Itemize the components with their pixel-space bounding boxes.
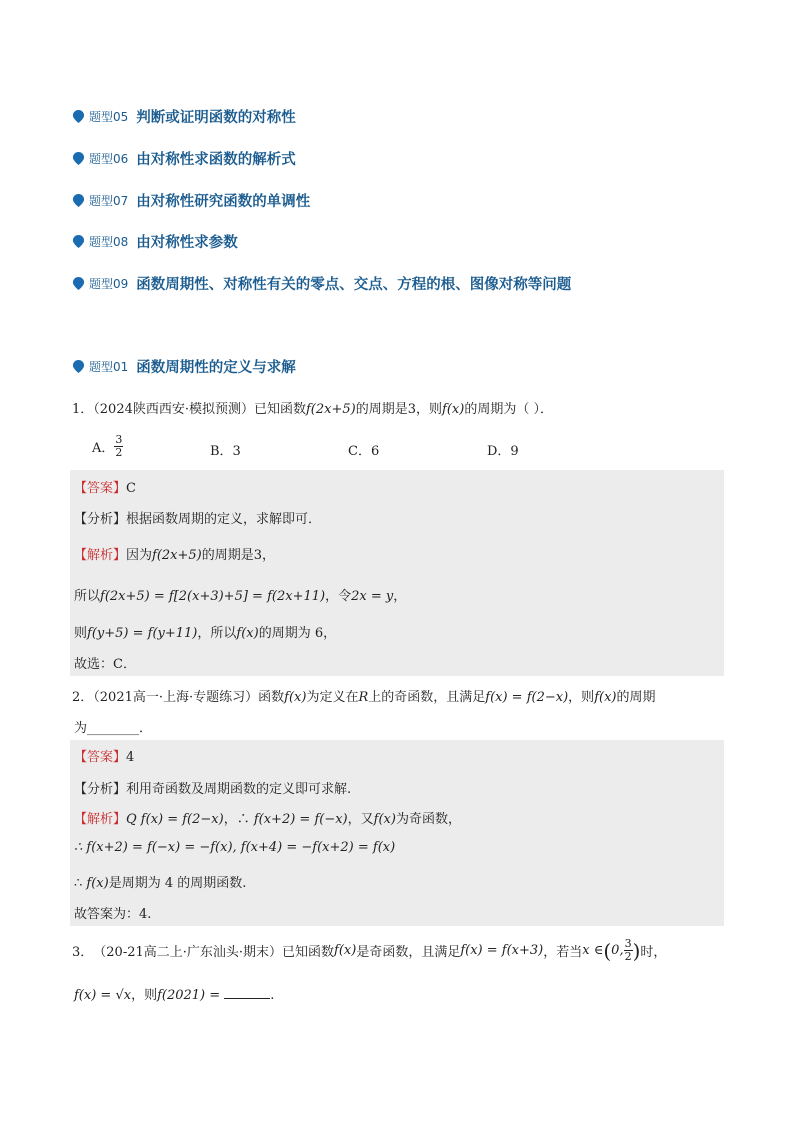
fraction-numerator: 3: [624, 937, 632, 950]
answer-value: 4: [126, 750, 135, 765]
topic-title: 由对称性求函数的解析式: [136, 151, 296, 168]
q3-number: 3．: [72, 945, 94, 960]
q2-analysis: [74, 778, 351, 797]
math-expr: R: [358, 690, 369, 705]
math-expr: 2x = y: [351, 589, 394, 604]
q1-number: 1．: [72, 402, 94, 417]
text: 因为: [126, 548, 153, 563]
text: 的周期是3，: [201, 548, 276, 563]
q2-solution-line2: ∴ f(x+2) = f(−x) = −f(x), f(x+4) = −f(x+2) = f(x): [74, 840, 396, 855]
topic-title: 由对称性求参数: [136, 234, 238, 251]
q3-stem-line2: [74, 984, 274, 1003]
topic-title: 由对称性研究函数的单调性: [136, 193, 311, 210]
q1-analysis: [74, 508, 321, 527]
section-tag: 题型01: [89, 359, 129, 374]
location-pin-icon: [72, 110, 85, 123]
q1-solution-line3: [74, 622, 336, 641]
answer-blank[interactable]: [224, 987, 270, 999]
text: ，则: [131, 988, 158, 1003]
math-expr: f(x) = f(2−x): [485, 690, 569, 705]
text: ，则: [568, 690, 595, 705]
q2-stem-line2: 为________．: [74, 721, 153, 736]
location-pin-icon: [72, 235, 85, 248]
math-expr: f(x): [373, 812, 396, 827]
q2-solution-line1: [74, 808, 461, 827]
topic-title: 判断或证明函数的对称性: [136, 109, 296, 126]
q1-expr1: f(2x+5): [306, 402, 356, 417]
q2-solution-line3: [74, 872, 246, 891]
math-expr: f(x): [334, 943, 357, 958]
topic-tag: 题型05: [89, 109, 129, 124]
q3-source: （20-21高二上·广东汕头·期末）已知函数: [93, 945, 335, 960]
topic-tag: 题型07: [89, 193, 129, 208]
fraction-denominator: 2: [115, 446, 123, 459]
q1-solution-line4: 故选：C．: [74, 657, 136, 672]
section-title: 函数周期性的定义与求解: [136, 359, 296, 376]
choice-c[interactable]: C．6: [348, 444, 380, 459]
q1-tail: 的周期为（ ）．: [464, 402, 553, 417]
text: 是奇函数，且满足: [356, 945, 461, 960]
q1-solution-box: [70, 470, 724, 676]
open-paren: (: [603, 938, 612, 963]
topic-item-05[interactable]: [72, 105, 296, 127]
text: 的周期: [616, 690, 656, 705]
q1-mid: 的周期是3，则: [355, 402, 443, 417]
math-expr: Q f(x) = f(2−x): [126, 812, 224, 827]
choice-a-fraction: [114, 434, 123, 459]
answer-tag: 【答案】: [74, 481, 127, 496]
text: ，: [393, 589, 407, 604]
math-expr: f(2021) =: [157, 988, 221, 1003]
close-paren: ): [632, 938, 641, 963]
topic-title: 函数周期性、对称性有关的零点、交点、方程的根、图像对称等问题: [136, 276, 572, 293]
q2-number: 2．: [72, 690, 94, 705]
q2-source: （2021高一·上海·专题练习）函数: [93, 690, 285, 705]
location-pin-icon: [72, 360, 85, 373]
q1-solution-line2: [74, 585, 406, 604]
text: 则: [74, 626, 88, 641]
choice-a[interactable]: [92, 434, 123, 459]
q2-solution-box: [70, 740, 724, 926]
analysis-tag: 【分析】: [74, 512, 127, 527]
text: .: [270, 988, 275, 1003]
answer-value: C: [126, 481, 136, 496]
math-expr: f(x): [86, 876, 109, 891]
interval-start: 0,: [611, 943, 624, 958]
text: 时，: [640, 945, 667, 960]
topic-tag: 题型09: [89, 276, 129, 291]
choice-b[interactable]: B．3: [210, 444, 241, 459]
solution-tag: 【解析】: [74, 812, 127, 827]
fraction-numerator: 3: [115, 433, 123, 446]
q1-stem: [72, 398, 553, 417]
analysis-text: 根据函数周期的定义，求解即可．: [126, 512, 322, 527]
math-expr: f(x) = f(x+3): [460, 943, 544, 958]
analysis-text: 利用奇函数及周期函数的定义即可求解.: [126, 782, 352, 797]
text: ，若当: [543, 945, 583, 960]
text: 的周期为 6，: [258, 626, 337, 641]
math-expr: f(x): [236, 626, 259, 641]
math-expr: f(x): [594, 690, 617, 705]
math-expr: f(x+2) = f(−x): [253, 812, 348, 827]
math-expr: f(2x+5): [152, 548, 202, 563]
fraction-denominator: 2: [624, 950, 632, 963]
topic-tag: 题型08: [89, 234, 129, 249]
choice-d[interactable]: D．9: [487, 444, 519, 459]
text: 为定义在: [306, 690, 359, 705]
choice-a-label: A．: [92, 441, 115, 456]
q2-answer: [74, 746, 134, 765]
math-expr: f(x) = √x: [74, 988, 132, 1003]
text: 为奇函数，: [395, 812, 461, 827]
text: 所以: [74, 589, 101, 604]
text: ，又: [347, 812, 374, 827]
answer-tag: 【答案】: [74, 750, 127, 765]
text: ，令: [325, 589, 352, 604]
q1-answer: [74, 477, 136, 496]
location-pin-icon: [72, 194, 85, 207]
text: ，所以: [197, 626, 237, 641]
interval-fraction: [624, 938, 633, 963]
section-heading: [72, 355, 296, 377]
topic-item-07[interactable]: [72, 189, 310, 211]
math-expr: f(x): [284, 690, 307, 705]
math-expr: x ∈: [582, 943, 604, 958]
topic-item-06[interactable]: [72, 147, 296, 169]
analysis-tag: 【分析】: [74, 782, 127, 797]
solution-tag: 【解析】: [74, 548, 127, 563]
location-pin-icon: [72, 277, 85, 290]
topic-item-08[interactable]: [72, 230, 238, 252]
text: ，∴: [223, 812, 254, 827]
topic-item-09[interactable]: [72, 272, 571, 294]
text: 上的奇函数，且满足: [368, 690, 486, 705]
math-expr: f(2x+5) = f[2(x+3)+5] = f(2x+11): [100, 589, 326, 604]
text: ∴: [74, 876, 87, 891]
topic-tag: 题型06: [89, 151, 129, 166]
location-pin-icon: [72, 152, 85, 165]
q1-expr2: f(x): [442, 402, 465, 417]
q2-stem: [72, 686, 656, 705]
q1-source: （2024陕西西安·模拟预测）已知函数: [93, 402, 306, 417]
q3-stem: [72, 938, 666, 963]
q1-solution-line1: [74, 544, 275, 563]
q2-solution-line4: 故答案为：4.: [74, 907, 152, 922]
math-expr: f(y+5) = f(y+11): [87, 626, 198, 641]
text: 是周期为 4 的周期函数.: [108, 876, 247, 891]
